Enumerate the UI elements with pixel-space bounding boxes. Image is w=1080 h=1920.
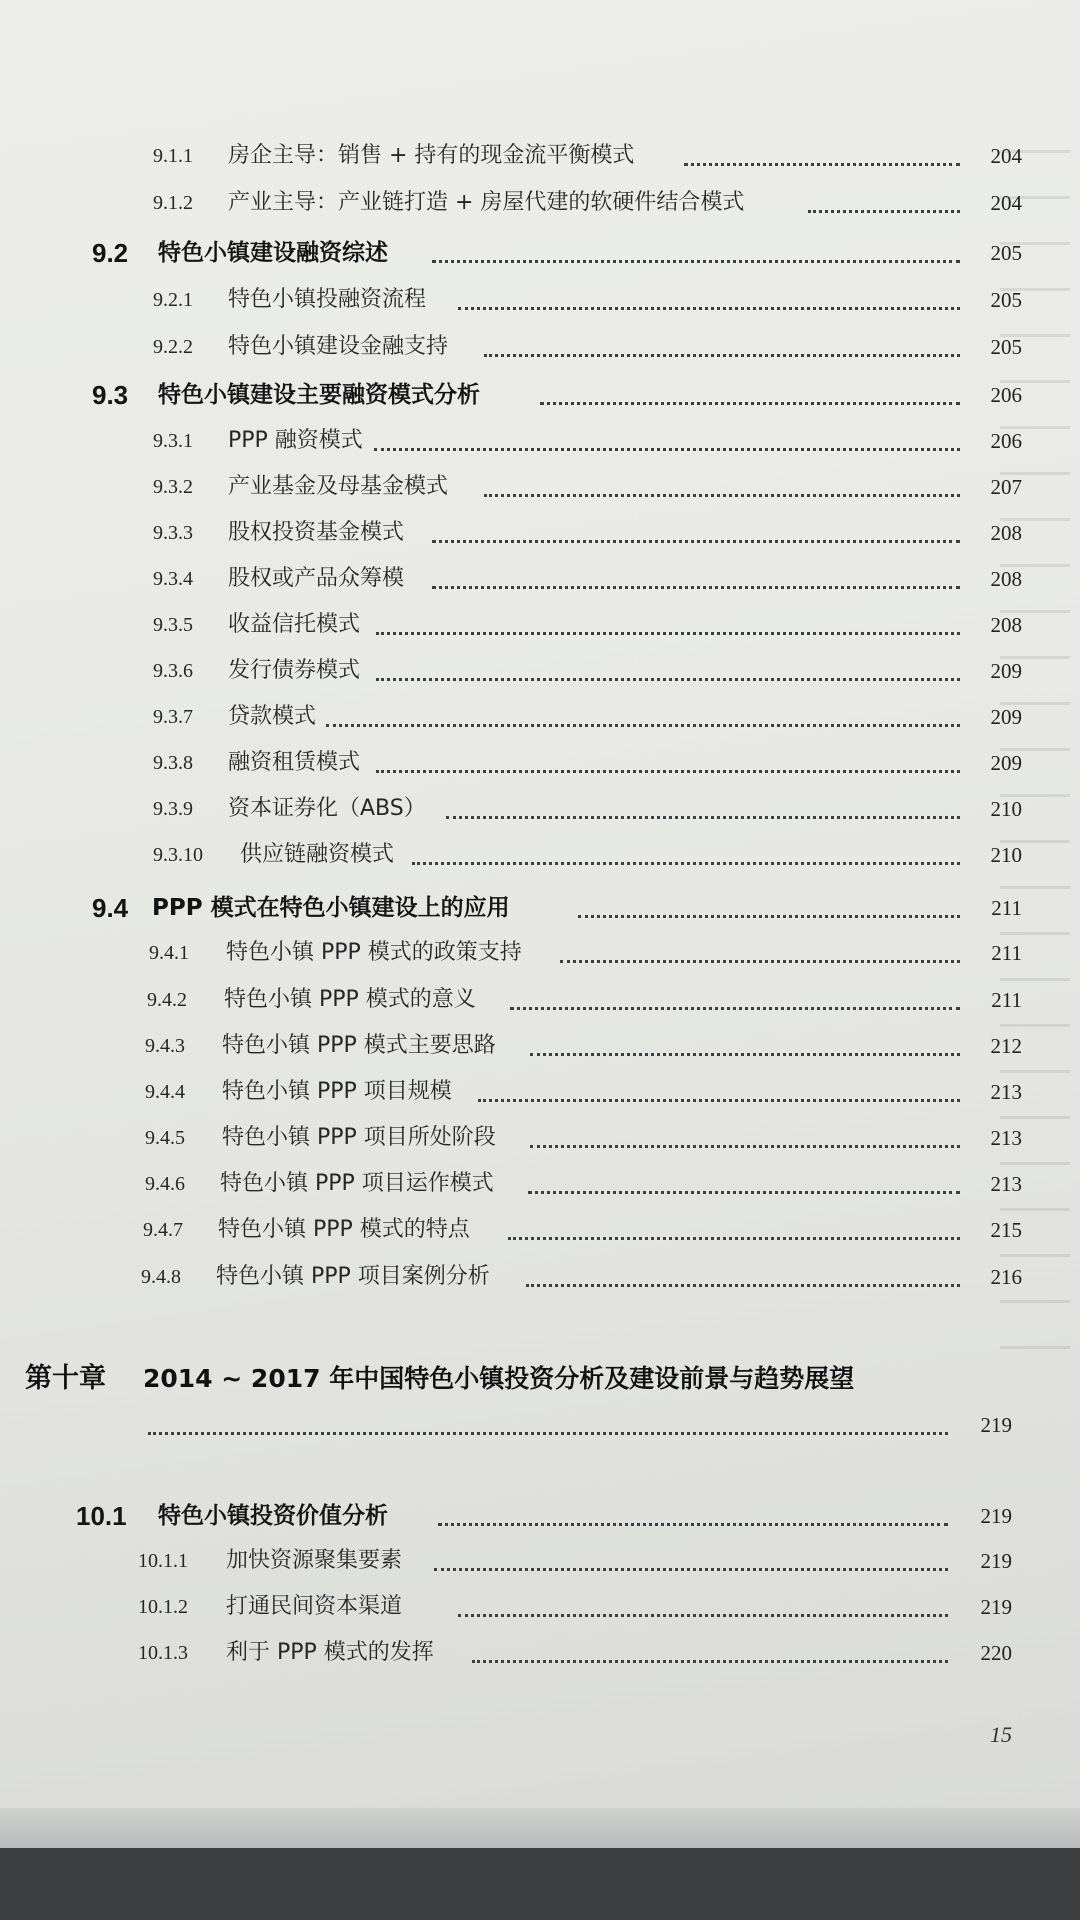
dot-leader (508, 1237, 960, 1240)
entry-page: 209 (990, 659, 1022, 683)
section-title: 特色小镇建设主要融资模式分析 (158, 382, 480, 408)
entry-title: 融资租赁模式 (228, 750, 361, 775)
entry-number: 9.3.10 (153, 844, 203, 866)
entry-number: 9.4.7 (143, 1219, 183, 1241)
dot-leader (432, 540, 960, 543)
entry-page: 219 (980, 1595, 1012, 1619)
toc-entry (0, 1164, 1080, 1204)
entry-title: 特色小镇 PPP 模式主要思路 (222, 1033, 496, 1058)
dot-leader (434, 1568, 948, 1571)
toc-entry (0, 1257, 1080, 1297)
entry-number: 9.4.8 (141, 1266, 181, 1288)
toc-entry (0, 327, 1080, 367)
dot-leader (148, 1432, 948, 1435)
dot-leader (458, 307, 960, 310)
toc-entry (0, 136, 1080, 176)
entry-page: 205 (990, 288, 1022, 312)
toc-entry (0, 280, 1080, 320)
toc-entry (0, 605, 1080, 645)
entry-number: 9.4.2 (147, 989, 187, 1011)
toc-entry (0, 697, 1080, 737)
dot-leader (376, 632, 960, 635)
entry-page: 211 (991, 941, 1022, 965)
toc-entry (0, 1210, 1080, 1250)
entry-number: 9.3.5 (153, 614, 193, 636)
dot-leader (684, 163, 960, 166)
toc-entry (0, 1026, 1080, 1066)
entry-title: 利于 PPP 模式的发挥 (226, 1640, 434, 1665)
entry-page: 213 (990, 1172, 1022, 1196)
toc-entry (0, 651, 1080, 691)
entry-number: 9.4.1 (149, 942, 189, 964)
dot-leader (808, 210, 960, 213)
section-number: 9.3 (92, 380, 129, 410)
entry-page: 206 (990, 383, 1022, 407)
entry-number: 9.4.4 (145, 1081, 185, 1103)
entry-number: 9.1.2 (153, 192, 193, 214)
entry-number: 9.3.4 (153, 568, 193, 590)
entry-title: 股权或产品众筹模 (228, 566, 405, 591)
section-number: 10.1 (76, 1501, 127, 1531)
entry-page: 212 (990, 1034, 1022, 1058)
entry-title: 打通民间资本渠道 (226, 1594, 403, 1619)
toc-entry (0, 1118, 1080, 1158)
section-title: 特色小镇投资价值分析 (158, 1503, 388, 1529)
chapter-title: 2014 ~ 2017 年中国特色小镇投资分析及建设前景与趋势展望 (143, 1364, 855, 1393)
entry-number: 9.2.1 (153, 289, 193, 311)
dot-leader (458, 1614, 948, 1617)
entry-title: 加快资源聚集要素 (226, 1548, 403, 1573)
page-number: 15 (990, 1722, 1012, 1747)
chapter-page-line (0, 1405, 1080, 1445)
section-title: PPP 模式在特色小镇建设上的应用 (152, 895, 510, 921)
entry-title: 特色小镇 PPP 项目案例分析 (216, 1264, 490, 1289)
dot-leader (526, 1284, 960, 1287)
entry-title: 特色小镇建设金融支持 (228, 334, 449, 359)
dot-leader (484, 494, 960, 497)
entry-number: 9.2.2 (153, 336, 193, 358)
entry-page: 216 (990, 1265, 1022, 1289)
toc-section-entry (0, 375, 1080, 415)
entry-page: 206 (990, 429, 1022, 453)
entry-title: 特色小镇 PPP 项目规模 (222, 1079, 452, 1104)
dot-leader (530, 1053, 960, 1056)
entry-page: 213 (990, 1080, 1022, 1104)
dot-leader (528, 1191, 960, 1194)
entry-title: 特色小镇 PPP 模式的政策支持 (226, 940, 522, 965)
toc-entry (0, 933, 1080, 973)
entry-number: 10.1.3 (138, 1642, 188, 1664)
toc-entry (0, 980, 1080, 1020)
entry-title: 供应链融资模式 (240, 842, 395, 867)
toc-entry (0, 1072, 1080, 1112)
entry-page: 204 (990, 144, 1022, 168)
entry-title: 特色小镇 PPP 模式的意义 (224, 987, 476, 1012)
entry-page: 220 (980, 1641, 1012, 1665)
entry-number: 9.3.9 (153, 798, 193, 820)
entry-number: 9.3.1 (153, 430, 193, 452)
dot-leader (374, 448, 960, 451)
entry-page: 219 (980, 1504, 1012, 1528)
entry-page: 211 (991, 988, 1022, 1012)
entry-page: 208 (990, 567, 1022, 591)
entry-page: 219 (980, 1549, 1012, 1573)
page-edge-shadow (0, 1808, 1080, 1848)
section-title: 特色小镇建设融资综述 (158, 240, 388, 266)
toc-entry (0, 1587, 1080, 1627)
entry-page: 205 (990, 335, 1022, 359)
toc-entry (0, 183, 1080, 223)
toc-entry (0, 1541, 1080, 1581)
dot-leader (578, 915, 960, 918)
toc-section-entry (0, 888, 1080, 928)
entry-number: 10.1.2 (138, 1596, 188, 1618)
entry-title: 产业基金及母基金模式 (228, 474, 449, 499)
entry-title: 特色小镇 PPP 项目运作模式 (220, 1171, 494, 1196)
dot-leader (472, 1660, 948, 1663)
toc-entry (0, 743, 1080, 783)
toc-entry (0, 789, 1080, 829)
entry-page: 209 (990, 705, 1022, 729)
entry-title: 特色小镇 PPP 项目所处阶段 (222, 1125, 496, 1150)
section-number: 9.2 (92, 238, 129, 268)
entry-number: 9.3.6 (153, 660, 193, 682)
dot-leader (478, 1099, 960, 1102)
entry-title: 产业主导：产业链打造 + 房屋代建的软硬件结合模式 (228, 190, 745, 215)
entry-title: 特色小镇 PPP 模式的特点 (218, 1217, 470, 1242)
entry-number: 9.1.1 (153, 145, 193, 167)
entry-title: PPP 融资模式 (228, 428, 363, 453)
entry-page: 209 (990, 751, 1022, 775)
dot-leader (510, 1007, 960, 1010)
toc-entry (0, 1633, 1080, 1673)
dot-leader (326, 724, 960, 727)
entry-page: 207 (990, 475, 1022, 499)
dot-leader (432, 586, 960, 589)
entry-page: 204 (990, 191, 1022, 215)
entry-page: 211 (991, 896, 1022, 920)
entry-number: 9.3.2 (153, 476, 193, 498)
entry-number: 9.4.5 (145, 1127, 185, 1149)
section-number: 9.4 (92, 893, 129, 923)
toc-entry (0, 513, 1080, 553)
entry-title: 贷款模式 (228, 704, 317, 729)
toc-entry (0, 835, 1080, 875)
dot-leader (376, 678, 960, 681)
entry-page: 215 (990, 1218, 1022, 1242)
dot-leader (530, 1145, 960, 1148)
entry-number: 10.1.1 (138, 1550, 188, 1572)
entry-page: 219 (980, 1413, 1012, 1437)
entry-title: 房企主导：销售 + 持有的现金流平衡模式 (228, 143, 635, 168)
entry-title: 特色小镇投融资流程 (228, 287, 427, 312)
dot-leader (376, 770, 960, 773)
entry-title: 发行债券模式 (228, 658, 361, 683)
chapter-number: 第十章 (25, 1363, 106, 1394)
dot-leader (412, 862, 960, 865)
entry-title: 股权投资基金模式 (228, 520, 405, 545)
entry-number: 9.3.8 (153, 752, 193, 774)
toc-entry (0, 467, 1080, 507)
entry-page: 210 (990, 797, 1022, 821)
entry-page: 205 (990, 241, 1022, 265)
entry-page: 208 (990, 613, 1022, 637)
entry-number: 9.4.3 (145, 1035, 185, 1057)
entry-page: 210 (990, 843, 1022, 867)
entry-title: 资本证券化（ABS） (228, 796, 426, 821)
dot-leader (438, 1523, 948, 1526)
entry-title: 收益信托模式 (228, 612, 361, 637)
dot-leader (432, 260, 960, 263)
dot-leader (560, 960, 960, 963)
entry-number: 9.3.3 (153, 522, 193, 544)
toc-section-entry (0, 233, 1080, 273)
entry-number: 9.3.7 (153, 706, 193, 728)
entry-page: 213 (990, 1126, 1022, 1150)
toc-entry (0, 559, 1080, 599)
dot-leader (446, 816, 960, 819)
dot-leader (540, 402, 960, 405)
entry-page: 208 (990, 521, 1022, 545)
dot-leader (484, 354, 960, 357)
toc-section-entry (0, 1496, 1080, 1536)
toc-entry (0, 421, 1080, 461)
entry-number: 9.4.6 (145, 1173, 185, 1195)
